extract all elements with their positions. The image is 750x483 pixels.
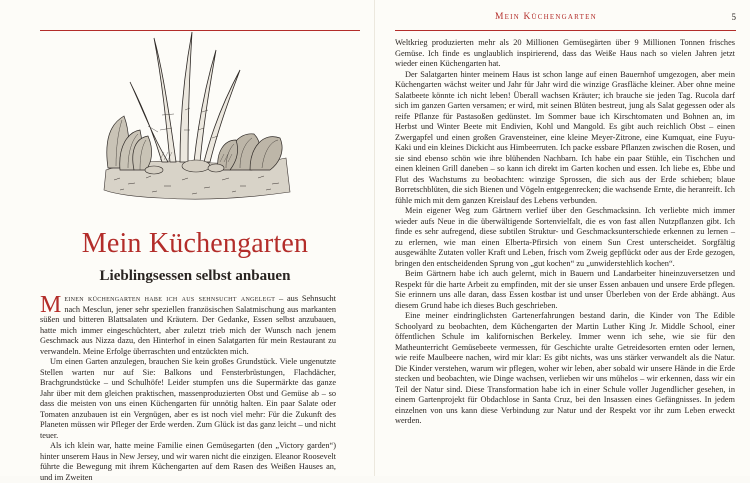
running-head: Mein Küchengarten <box>495 12 597 22</box>
paragraph: Eine meiner eindringlichsten Gartenerfahrungen bestand darin, die Kinder von The Edible Schoolyard zu beobachten, dem Küchengarten der Martin Luther King Jr. Middle School, einer öffentlichen Schule im kalifornischen Berkeley. Immer wenn ich sehe, wie sie für den Matheunterricht Gemüsebeete vermessen, für Geschichte uralte Getreidesorten ernten oder lernen, wie reife Maulbeere nachen, wird mir klar: Es gibt nichts, was uns stärker verwandelt als die Natur. Die Kinder verstehen, warum wir pflegen, woher wir leben, aber sobald wir unsere Hände in die Erde stecken und beobachten, wie Dinge wachsen, verlieben wir uns mühelos – wir erkennen, dass wir ein Teil der Natur sind. Diese Transformation habe ich in einer Schule voller Jugendlicher gesehen, in einem Gartenprojekt für Obdachlose in Santa Cruz, bei den Insassen eines Gefängnisses. In jedem einzelnen von uns kann diese Verbindung zur Natur und der Respekt vor ihr zum Leben erweckt werden. <box>395 311 735 425</box>
paragraph-text: – aus Sehnsucht nach Mesclun, jener sehr speziellen französischen Salatmischung aus markanten süßen und bitteren Blattsalaten und Kräutern. Der Gedanke, Essen selbst anzubauen, hatte mich immer eingeschüchtert, aber zuletzt trieb mich der Wunsch nach jenem Geschmack aus Nizza dazu, den Hinterhof in einen Salatgarten für mein Restaurant zu verwandeln. Meine Erfolge überraschten und entzückten mich. <box>40 294 336 356</box>
paragraph: Beim Gärtnern habe ich auch gelernt, mich in Bauern und Landarbeiter hineinzuversetzen und Respekt für die harte Arbeit zu empfinden, mit der sie unser Essen anbauen und unsere Erde pflegen. Sie erinnern uns alle daran, dass Essen kostbar ist und unser Überleben von der Erde abhängt. Aus diesem Grund habe ich dieses Buch geschrieben. <box>395 269 735 310</box>
drop-cap: M <box>40 292 62 318</box>
header-rule-right <box>395 30 736 31</box>
paragraph: Weltkrieg produzierten mehr als 20 Millionen Gemüsegärten über 9 Millionen Tonnen frisches Gemüse. Ich finde es unglaublich inspirierend, dass das Weiße Haus nach so vielen Jahren jetzt wieder einen Küchengarten hat. <box>395 38 735 68</box>
chapter-title: Mein Küchengarten <box>81 228 309 259</box>
right-body-text <box>395 38 735 427</box>
page-number: 5 <box>731 12 736 22</box>
paragraph: Mein eigener Weg zum Gärtnern verlief über den Geschmacksinn. Ich verliebte mich immer wieder aufs Neue in die überwältigende Sortenvielfalt, die es von fast allen Nutzpflanzen gibt. Ich finde es sehr aufregend, diese subtilen Struktur- und Geschmacksunterschiede erkennen zu lernen – zu erlernen, wie man einen Elberta-Pfirsich von einem Sun Crest unterscheidet. Sorgfältig ausgewählte Zutaten voller Kraft und Leben, frisch vom Zweig gepflückt oder aus der Erde gezogen, bringen den entscheidenden Sprung von „gut kochen“ zu „unwiderstehlich kochen“. <box>395 206 735 268</box>
vegetable-garden-illustration <box>100 20 292 205</box>
paragraph <box>40 294 336 357</box>
left-body-text <box>40 294 336 483</box>
left-page <box>0 0 375 482</box>
right-page <box>375 0 750 476</box>
paragraph: Als ich klein war, hatte meine Familie einen Gemüsegarten (den „Victory garden“) hinter unserem Haus in New Jersey, und wir waren nicht die einzigen. Eleanor Roosevelt führte die Bewegung mit ihrem Küchengarten auf dem Rasen des Weißen Hauses an, und im Zweiten <box>40 441 336 482</box>
paragraph: Der Salatgarten hinter meinem Haus ist schon lange auf einen Bauernhof umgezogen, aber mein Küchengarten wächst weiter und Jahr für Jahr wird die winzige Grasfläche kleiner. Aber ohne meine Salatbeete könnte ich nicht leben! Überall wachsen Kräuter; ich brauche sie jeden Tag. Rucola darf sich im ganzen Garten versamen; er wird, mit seinen Blüten bestreut, jung als Salat gegessen oder als reife Pflanze für Pastasoßen gedünstet. Im Sommer baue ich Kirschtomaten und Bohnen an, im Herbst und Winter Beete mit Endivien, Kohl und Mangold. Es gibt auch reichlich Obst – einen Zwergapfel und einen großen Gravensteiner, eine kleine Meyer-Zitrone, eine Kumquat, eine Fuyu-Kaki und ein kleines Dickicht aus Himbeerruten. Ich packe essbare Pflanzen zwischen die Rosen, und sie sind ebenso schön wie ihre blühenden Nachbarn. Ich habe ein paar Stühle, ein Tischchen und einen kleinen Grill daneben – so kann ich direkt im Garten kochen und essen. Ich liebe es, Ebbe und Flut des Wachstums zu beobachten: winzige Sprossen, die sich aus der Erde schieben; blaue Borretschblüten, die sich Bienen und Vögeln entgegenrecken; die wachsende Ernte, die heranreift. Ich fühle mich mit dem ganzen Kreislauf des Lebens verbunden. <box>395 69 735 205</box>
lead-in-smallcaps: einen küchengarten habe ich aus sehnsucht angelegt <box>64 294 276 303</box>
chapter-subtitle: Lieblingsessen selbst anbauen <box>99 268 291 284</box>
paragraph: Um einen Garten anzulegen, brauchen Sie kein großes Grundstück. Viele ungenutzte Stellen warten nur auf Sie: Balkons und Fensterbrüstungen, Flachdächer, Brachgrundstücke – und Schulhöfe! Leider stumpfen uns die Supermärkte das ganze Jahr über mit dem gleichen praktischen, massenproduzierten Obst und Gemüse ab – so dass die meisten von uns einen Küchengarten für unnötig halten. Ein paar Salate oder Tomaten anzubauen ist ein Vergnügen, aber es ist noch viel mehr: Für die Zukunft des Planeten müssen wir Pfleger der Erde werden. Zum Glück ist das ganz leicht – und nicht teuer. <box>40 357 336 440</box>
